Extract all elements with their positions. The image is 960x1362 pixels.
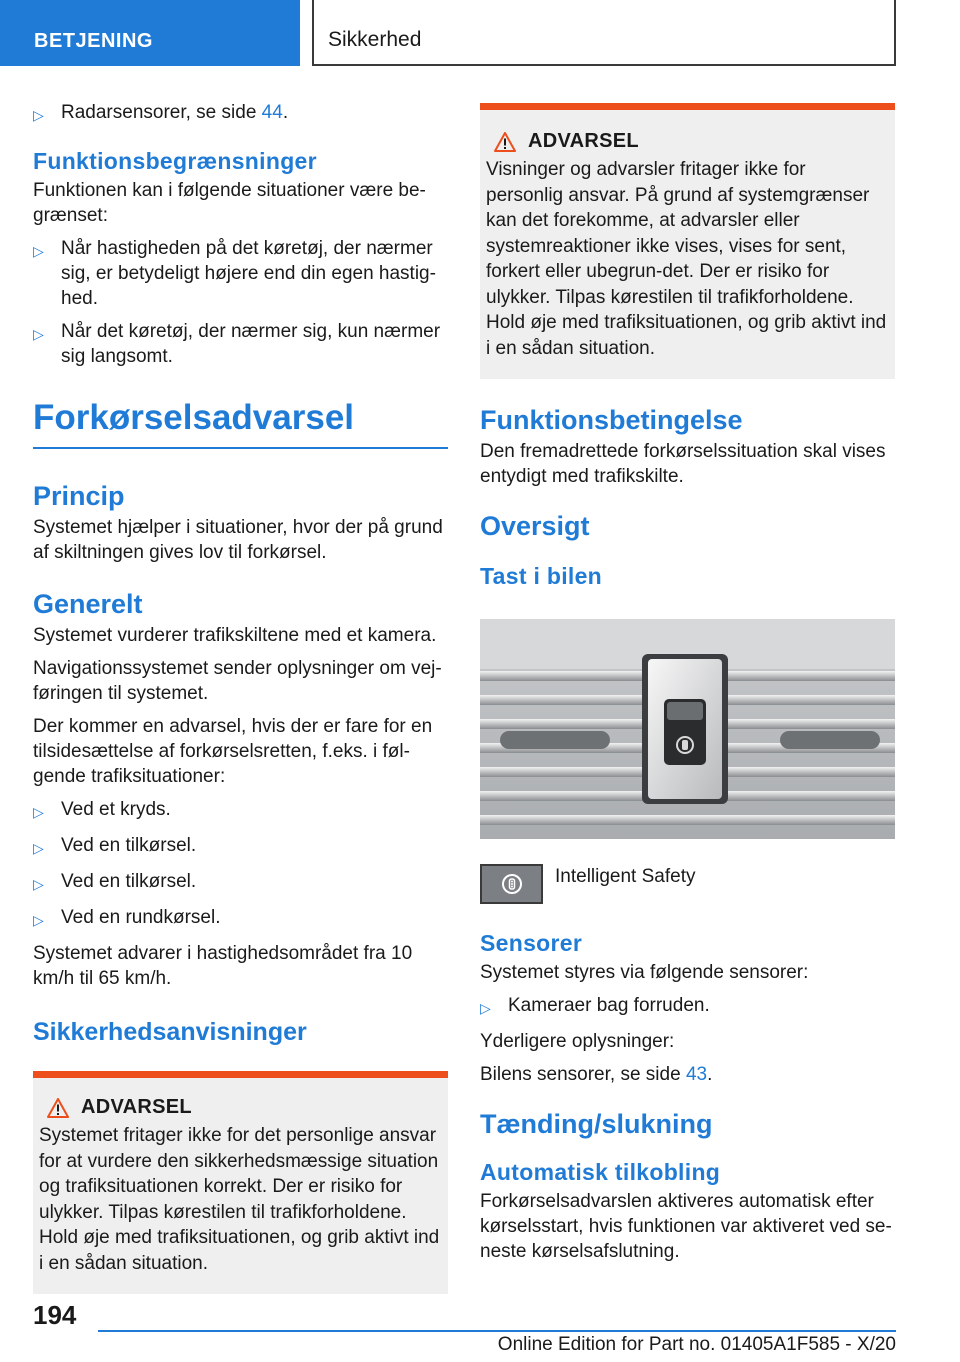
list-item: ▷ Når det køretøj, der nærmer sig, kun nærmer sig langsomt. (33, 321, 441, 367)
heading-overview: Oversigt (480, 511, 590, 541)
warning-triangle-icon (494, 132, 516, 152)
triangle-right-icon: ▷ (33, 804, 44, 820)
list-item: ▷ Når hastigheden på det køretøj, der nærmer sig, er betydeligt højere end din egen hastig-hed. (33, 238, 436, 309)
dashboard-button-photo (480, 619, 895, 839)
paragraph: Forkørselsadvarslen aktiveres automatisk efter kørselsstart, hvis funktionen var aktiveret ved se-neste kørselsafslutning. (480, 1191, 892, 1262)
triangle-right-icon: ▷ (33, 912, 44, 928)
paragraph: Yderligere oplysninger: (480, 1031, 675, 1052)
paragraph: Systemet styres via følgende sensorer: (480, 962, 809, 983)
list-item: ▷ Radarsensorer, se side 44. (33, 100, 448, 128)
footer-rule (98, 1330, 896, 1332)
paragraph: Systemet advarer i hastighedsområdet fra 10 km/h til 65 km/h. (33, 943, 413, 989)
icon-legend (480, 864, 895, 904)
triangle-right-icon: ▷ (33, 326, 44, 342)
heading-conditions: Funktionsbetingelse (480, 405, 743, 435)
warning-box (33, 1071, 448, 1294)
intelligent-safety-icon (480, 864, 543, 904)
page-number: 194 (33, 1300, 77, 1330)
list-item: ▷ Ved en rundkørsel. (33, 905, 448, 933)
heading-safety: Sikkerhedsanvisninger (33, 1018, 307, 1046)
warning-text: Visninger og advarsler fritager ikke for personlig ansvar. På grund af systemgrænser kan det forekomme, at advarsler eller systemreaktioner ikke vises, vises for sent, forkert eller ubegrun-det. Der er risiko for ulykker. Tilpas kørestilen til trafikforholdene. Hold øje med trafiksituationen, og grib aktivt ind i en sådan situation. (486, 159, 887, 359)
list-item: ▷ Ved en tilkørsel. (33, 869, 448, 897)
paragraph: Systemet vurderer trafikskiltene med et kamera. (33, 625, 437, 646)
heading-button: Tast i bilen (480, 563, 603, 589)
list-item: ▷ Ved en tilkørsel. (33, 833, 448, 861)
page-link[interactable]: 44 (261, 102, 283, 123)
warning-box (480, 103, 895, 379)
paragraph: Funktionen kan i følgende situationer være be-grænset: (33, 180, 426, 226)
chapter-heading: Forkørselsadvarsel (33, 397, 448, 449)
paragraph: Der kommer en advarsel, hvis der er fare for en tilsidesættelse af forkørselsretten, f.eks. i føl-gende trafiksituationer: (33, 716, 433, 787)
left-column (33, 100, 448, 1294)
paragraph: Bilens sensorer, se side 43. (480, 1064, 713, 1085)
warning-title: ADVARSEL (486, 130, 887, 153)
warning-title: ADVARSEL (39, 1096, 440, 1119)
triangle-right-icon: ▷ (33, 876, 44, 892)
triangle-right-icon: ▷ (480, 1000, 491, 1016)
right-column (480, 103, 895, 1272)
warning-triangle-icon (47, 1098, 69, 1118)
paragraph: Den fremadrettede forkørselssituation skal vises entydigt med trafikskilte. (480, 441, 886, 487)
triangle-right-icon: ▷ (33, 107, 44, 123)
warning-text: Systemet fritager ikke for det personlige ansvar for at vurdere den sikkerhedsmæssige situation og trafiksituationen korrekt. Der er risiko for ulykker. Tilpas kørestilen til trafikforholdene. Hold øje med trafiksituationen, og grib aktivt ind i en sådan situation. (39, 1125, 440, 1274)
heading-sensors: Sensorer (480, 930, 583, 956)
heading-princip: Princip (33, 481, 125, 511)
heading-generelt: Generelt (33, 589, 143, 619)
chapter-title: Sikkerhed (312, 0, 896, 66)
heading-limits: Funktionsbegrænsninger (33, 148, 317, 174)
list-item: ▷ Kameraer bag forruden. (480, 993, 895, 1021)
edition-text: Online Edition for Part no. 01405A1F585 - X/20 (497, 1334, 896, 1355)
section-tab: BETJENING (0, 0, 300, 66)
triangle-right-icon: ▷ (33, 243, 44, 259)
icon-label: Intelligent Safety (555, 866, 696, 887)
page-link[interactable]: 43 (685, 1064, 708, 1085)
paragraph: Systemet hjælper i situationer, hvor der på grund af skiltningen gives lov til forkørsel. (33, 517, 443, 563)
list-item: ▷ Ved et kryds. (33, 797, 448, 825)
triangle-right-icon: ▷ (33, 840, 44, 856)
paragraph: Navigationssystemet sender oplysninger om vej-føringen til systemet. (33, 658, 442, 704)
heading-auto: Automatisk tilkobling (480, 1159, 721, 1185)
heading-onoff: Tænding/slukning (480, 1109, 713, 1139)
